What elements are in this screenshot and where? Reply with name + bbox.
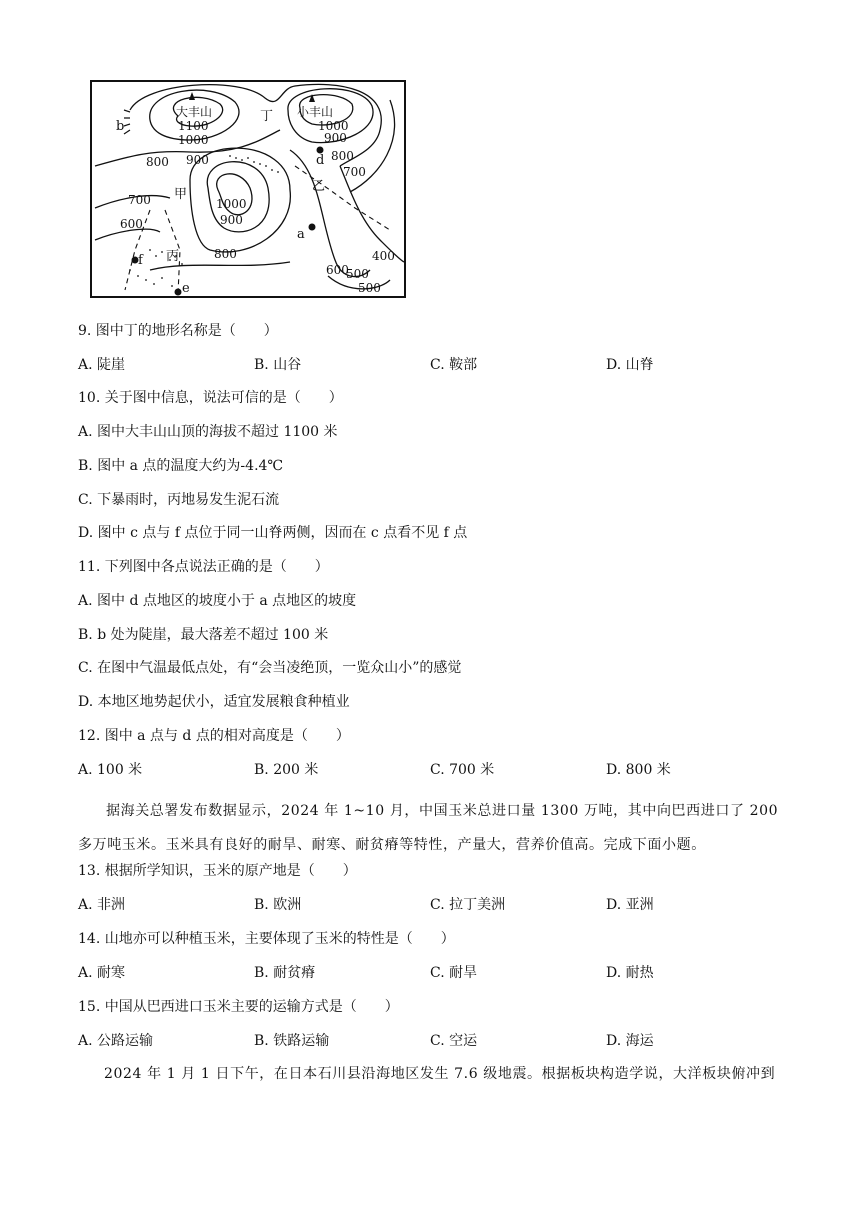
q11-option-b[interactable]: B. b 处为陡崖，最大落差不超过 100 米: [78, 627, 329, 643]
q15-option-c[interactable]: C. 空运: [430, 1033, 478, 1049]
label-800-l: 800: [146, 155, 169, 169]
label-700-l: 700: [128, 193, 151, 207]
label-600-l: 600: [120, 217, 143, 231]
label-800-d: 800: [331, 149, 354, 163]
q15-option-a[interactable]: A. 公路运输: [78, 1033, 154, 1049]
label-800-b: 800: [214, 247, 237, 261]
q14-option-c[interactable]: C. 耐旱: [430, 965, 478, 981]
q12-option-d[interactable]: D. 800 米: [606, 762, 671, 778]
q12-option-c[interactable]: C. 700 米: [430, 762, 495, 778]
label-peak-big: 大丰山: [176, 105, 213, 119]
q12-stem: 12. 图中 a 点与 d 点的相对高度是（ ）: [78, 728, 350, 744]
label-900-l: 900: [186, 153, 209, 167]
q14-option-d[interactable]: D. 耐热: [606, 965, 654, 981]
passage-corn: 据海关总署发布数据显示，2024 年 1~10 月，中国玉米总进口量 1300 万吨，其中向巴西进口了 200 多万吨玉米。玉米具有良好的耐旱、耐寒、耐贫瘠等特性，产量大，营养价值高。完成下面小题。: [78, 803, 779, 853]
label-500-b: 500: [358, 281, 381, 295]
label-900-c: 900: [220, 213, 243, 227]
q12-option-b[interactable]: B. 200 米: [254, 762, 319, 778]
contour-map: [90, 80, 406, 298]
q14-stem: 14. 山地亦可以种植玉米，主要体现了玉米的特性是（ ）: [78, 931, 455, 947]
q13-option-c[interactable]: C. 拉丁美洲: [430, 897, 506, 913]
q14-option-a[interactable]: A. 耐寒: [78, 965, 126, 981]
q10-option-d[interactable]: D. 图中 c 点与 f 点位于同一山脊两侧，因而在 c 点看不见 f 点: [78, 525, 468, 541]
label-d: d: [316, 153, 325, 168]
q10-option-b[interactable]: B. 图中 a 点的温度大约为-4.4℃: [78, 458, 284, 474]
point-e-marker: [175, 289, 182, 296]
label-600-b: 600: [326, 263, 349, 277]
q13-option-b[interactable]: B. 欧洲: [254, 897, 302, 913]
label-700-r: 700: [343, 165, 366, 179]
label-peak-small: 小丰山: [297, 105, 334, 119]
label-500: 500: [346, 267, 369, 281]
q11-option-d[interactable]: D. 本地区地势起伏小，适宜发展粮食种植业: [78, 694, 350, 710]
label-bing: 丙: [166, 249, 180, 264]
label-f: f: [138, 253, 143, 268]
label-400: 400: [372, 249, 395, 263]
label-1100: 1100: [178, 119, 209, 133]
q9-option-a[interactable]: A. 陡崖: [78, 357, 126, 373]
label-b: b: [116, 119, 125, 134]
q10-option-c[interactable]: C. 下暴雨时，丙地易发生泥石流: [78, 492, 280, 508]
q9-option-d[interactable]: D. 山脊: [606, 357, 654, 373]
label-e: e: [182, 281, 190, 296]
q14-option-b[interactable]: B. 耐贫瘠: [254, 965, 316, 981]
q11-stem: 11. 下列图中各点说法正确的是（ ）: [78, 559, 329, 575]
label-1000-r: 1000: [318, 119, 349, 133]
q15-stem: 15. 中国从巴西进口玉米主要的运输方式是（ ）: [78, 999, 399, 1015]
label-1000-l: 1000: [178, 133, 209, 147]
q15-option-b[interactable]: B. 铁路运输: [254, 1033, 330, 1049]
q9-stem: 9. 图中丁的地形名称是（ ）: [78, 323, 278, 339]
label-ding: 丁: [260, 109, 274, 124]
q13-option-d[interactable]: D. 亚洲: [606, 897, 654, 913]
label-jia: 甲: [174, 187, 188, 202]
q10-stem: 10. 关于图中信息，说法可信的是（ ）: [78, 390, 343, 406]
q13-option-a[interactable]: A. 非洲: [78, 897, 126, 913]
q12-option-a[interactable]: A. 100 米: [78, 762, 143, 778]
q13-stem: 13. 根据所学知识，玉米的原产地是（ ）: [78, 863, 357, 879]
label-a: a: [297, 227, 305, 242]
q15-option-d[interactable]: D. 海运: [606, 1033, 654, 1049]
label-900-r: 900: [324, 131, 347, 145]
q10-option-a[interactable]: A. 图中大丰山山顶的海拔不超过 1100 米: [78, 424, 338, 440]
q9-option-b[interactable]: B. 山谷: [254, 357, 302, 373]
q9-option-c[interactable]: C. 鞍部: [430, 357, 478, 373]
label-yi: 乙: [312, 179, 326, 194]
passage-earthquake: 2024 年 1 月 1 日下午，在日本石川县沿海地区发生 7.6 级地震。根据板块构造学说，大洋板块俯冲到: [104, 1066, 776, 1082]
q11-option-a[interactable]: A. 图中 d 点地区的坡度小于 a 点地区的坡度: [78, 593, 357, 609]
point-a-marker: [309, 224, 316, 231]
label-1000-c: 1000: [216, 197, 247, 211]
q11-option-c[interactable]: C. 在图中气温最低点处，有“会当凌绝顶，一览众山小”的感觉: [78, 660, 462, 676]
